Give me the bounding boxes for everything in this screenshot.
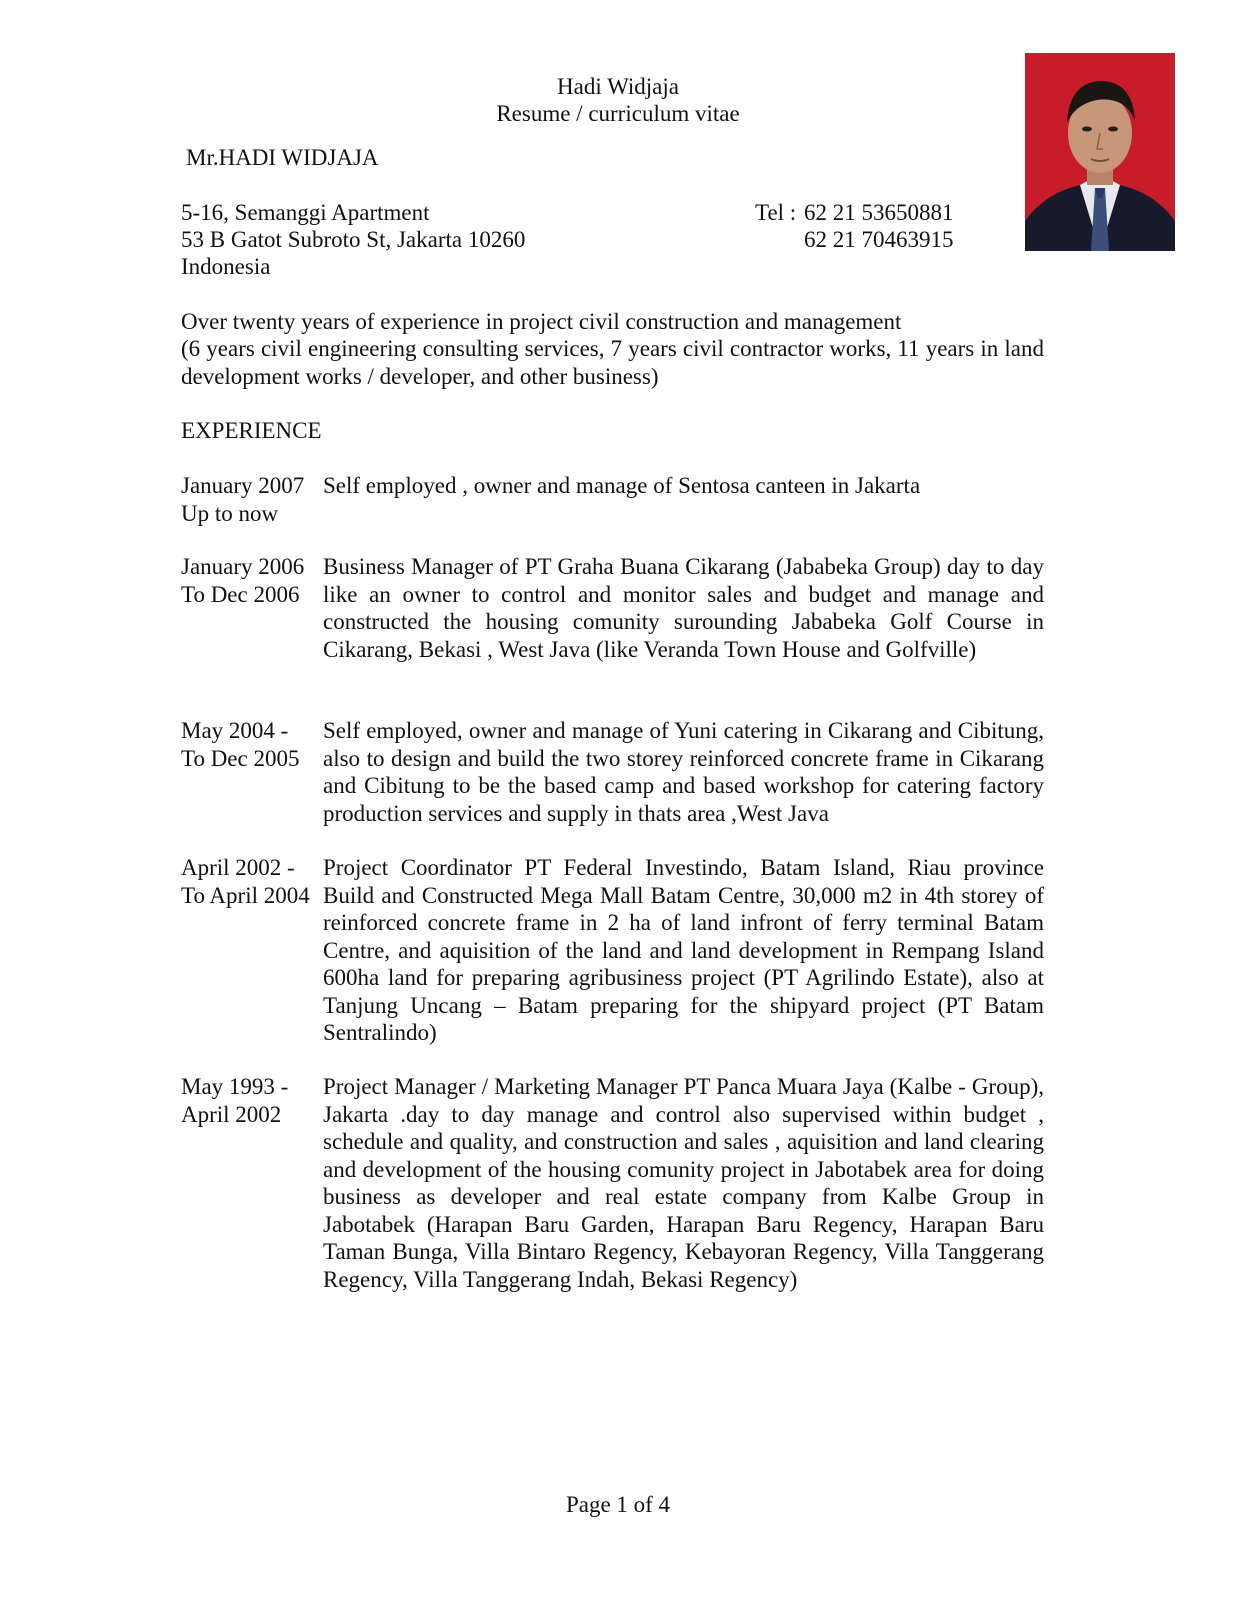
experience-dates <box>181 553 323 608</box>
date-to: April 2002 <box>181 1101 282 1127</box>
experience-dates <box>181 472 323 527</box>
date-to: To Dec 2005 <box>181 745 300 771</box>
date-from: January 2006 <box>181 554 305 579</box>
summary-line-1: Over twenty years of experience in project civil construction and management <box>181 309 902 334</box>
address-line-3: Indonesia <box>181 254 271 279</box>
experience-description: Self employed, owner and manage of Yuni catering in Cikarang and Cibitung, also to design and build the two storey reinforced concrete frame in Cikarang and Cibitung to be the based camp and based workshop for catering factory production services and supply in thats area ,West Java <box>323 718 1044 826</box>
date-from: January 2007 <box>181 473 305 498</box>
document-title: Hadi Widjaja <box>557 74 679 99</box>
experience-dates <box>181 1073 323 1128</box>
date-to: Up to now <box>181 500 279 526</box>
date-to: To April 2004 <box>181 882 310 908</box>
tel-number-1: 62 21 53650881 <box>804 200 954 225</box>
experience-description: Project Coordinator PT Federal Investindo, Batam Island, Riau province Build and Constructed Mega Mall Batam Centre, 30,000 m2 in 4th storey of reinforced concrete frame in 2 ha of land infront of ferry terminal Batam Centre, and aquisition of the land and land development in Rempang Island 600ha land for preparing agribusiness project (PT Agrilindo Estate), also at Tanjung Uncang – Batam preparing for the shipyard project (PT Batam Sentralindo) <box>323 855 1044 1045</box>
date-from: May 2004 - <box>181 718 289 743</box>
experience-dates <box>181 717 323 772</box>
date-from: April 2002 - <box>181 855 295 880</box>
profile-photo <box>1025 53 1175 251</box>
experience-description: Business Manager of PT Graha Buana Cikarang (Jababeka Group) day to day like an owner to control and monitor sales and budget and manage and constructed the housing comunity surounding Jababeka Golf Course in Cikarang, Bekasi , West Java (like Veranda Town House and Golfville) <box>323 554 1044 662</box>
tel-label: Tel : <box>755 200 797 225</box>
page-number: Page 1 of 4 <box>565 1492 671 1517</box>
summary-line-2: (6 years civil engineering consulting services, 7 years civil contractor works, 11 years in land development works / developer, and other business) <box>181 336 1044 389</box>
experience-description: Self employed , owner and manage of Sentosa canteen in Jakarta <box>323 473 921 498</box>
date-to: To Dec 2006 <box>181 581 300 607</box>
experience-heading: EXPERIENCE <box>181 418 322 443</box>
candidate-name: Mr.HADI WIDJAJA <box>186 145 379 170</box>
document-subtitle: Resume / curriculum vitae <box>496 101 740 126</box>
address-line-2: 53 B Gatot Subroto St, Jakarta 10260 <box>181 227 526 252</box>
experience-description: Project Manager / Marketing Manager PT Panca Muara Jaya (Kalbe - Group), Jakarta .day to day manage and control also supervised within budget , schedule and quality, and construction and sales , aquisition and land clearing and development of the housing comunity project in Jabotabek area for doing business as developer and real estate company from Kalbe Group in Jabotabek (Harapan Baru Garden, Harapan Baru Regency, Harapan Baru Taman Bunga, Villa Bintaro Regency, Kebayoran Regency, Villa Tanggerang Regency, Villa Tanggerang Indah, Bekasi Regency) <box>323 1074 1044 1292</box>
experience-dates <box>181 854 323 909</box>
address-line-1: 5-16, Semanggi Apartment <box>181 200 430 225</box>
tel-number-2: 62 21 70463915 <box>804 227 954 252</box>
date-from: May 1993 - <box>181 1074 289 1099</box>
